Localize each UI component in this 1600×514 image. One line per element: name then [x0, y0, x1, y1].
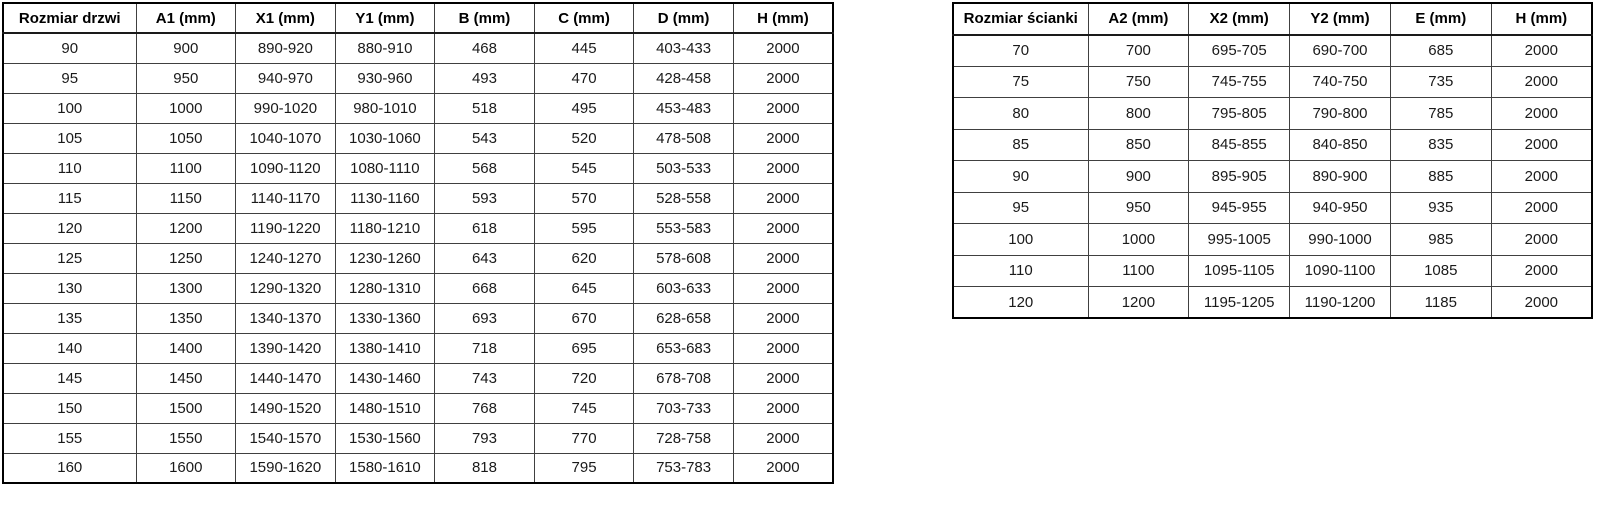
table-row: [3, 243, 833, 273]
table-cell: 1085: [1390, 255, 1491, 287]
table-cell: 1180-1210: [335, 213, 435, 243]
table-cell: 1040-1070: [236, 123, 336, 153]
table-cell: 1600: [136, 453, 236, 483]
table-cell: 1000: [136, 93, 236, 123]
table-cell: 850: [1088, 129, 1189, 161]
table-cell: 795: [534, 453, 634, 483]
table-cell: 578-608: [634, 243, 734, 273]
table-cell: 1090-1120: [236, 153, 336, 183]
table-cell: 1140-1170: [236, 183, 336, 213]
table-row: [3, 423, 833, 453]
table-cell: 90: [3, 33, 136, 63]
table-cell: 2000: [733, 123, 833, 153]
table-cell: 110: [3, 153, 136, 183]
table-row: [3, 213, 833, 243]
table-cell: 1290-1320: [236, 273, 336, 303]
column-header: E (mm): [1390, 3, 1491, 35]
table-cell: 115: [3, 183, 136, 213]
table-cell: 735: [1390, 66, 1491, 98]
table-cell: 135: [3, 303, 136, 333]
table-cell: 593: [435, 183, 535, 213]
table-row: [3, 63, 833, 93]
table-cell: 1200: [136, 213, 236, 243]
table-cell: 140: [3, 333, 136, 363]
table-row: [3, 453, 833, 483]
table-cell: 990-1000: [1290, 224, 1391, 256]
table-cell: 1000: [1088, 224, 1189, 256]
table-cell: 950: [1088, 192, 1189, 224]
table-cell: 2000: [1491, 98, 1592, 130]
table-cell: 690-700: [1290, 35, 1391, 67]
table-cell: 1250: [136, 243, 236, 273]
table-cell: 718: [435, 333, 535, 363]
table-cell: 545: [534, 153, 634, 183]
table-cell: 770: [534, 423, 634, 453]
table-cell: 693: [435, 303, 535, 333]
table-cell: 2000: [1491, 287, 1592, 319]
table-cell: 2000: [733, 93, 833, 123]
table-cell: 2000: [733, 183, 833, 213]
table-cell: 453-483: [634, 93, 734, 123]
table-cell: 1100: [1088, 255, 1189, 287]
table-cell: 80: [953, 98, 1088, 130]
column-header: C (mm): [534, 3, 634, 33]
table-cell: 645: [534, 273, 634, 303]
table-cell: 105: [3, 123, 136, 153]
table-cell: 1500: [136, 393, 236, 423]
table-row: [3, 123, 833, 153]
table-cell: 2000: [733, 393, 833, 423]
table-cell: 155: [3, 423, 136, 453]
table-cell: 75: [953, 66, 1088, 98]
table-cell: 2000: [733, 213, 833, 243]
table-cell: 1230-1260: [335, 243, 435, 273]
table-cell: 1300: [136, 273, 236, 303]
table-cell: 445: [534, 33, 634, 63]
table-cell: 2000: [733, 363, 833, 393]
table-cell: 1150: [136, 183, 236, 213]
column-header: X2 (mm): [1189, 3, 1290, 35]
table-cell: 2000: [733, 273, 833, 303]
table-row: [3, 153, 833, 183]
table-cell: 670: [534, 303, 634, 333]
table-cell: 100: [3, 93, 136, 123]
table-cell: 1185: [1390, 287, 1491, 319]
table-cell: 728-758: [634, 423, 734, 453]
table-cell: 150: [3, 393, 136, 423]
table-cell: 1130-1160: [335, 183, 435, 213]
table-cell: 603-633: [634, 273, 734, 303]
table-cell: 2000: [733, 423, 833, 453]
column-header: Y1 (mm): [335, 3, 435, 33]
door-sizes-table: [2, 2, 834, 484]
table-row: [953, 98, 1592, 130]
table-cell: 2000: [733, 333, 833, 363]
table-cell: 900: [136, 33, 236, 63]
table-cell: 745: [534, 393, 634, 423]
table-cell: 90: [953, 161, 1088, 193]
table-cell: 1550: [136, 423, 236, 453]
table-cell: 700: [1088, 35, 1189, 67]
table-cell: 703-733: [634, 393, 734, 423]
table-cell: 130: [3, 273, 136, 303]
table-cell: 795-805: [1189, 98, 1290, 130]
table-cell: 2000: [1491, 129, 1592, 161]
table-cell: 1030-1060: [335, 123, 435, 153]
table-cell: 668: [435, 273, 535, 303]
table-cell: 2000: [1491, 192, 1592, 224]
table-row: [3, 363, 833, 393]
column-header: H (mm): [733, 3, 833, 33]
table-cell: 818: [435, 453, 535, 483]
table-cell: 2000: [1491, 224, 1592, 256]
table-cell: 620: [534, 243, 634, 273]
table-row: [953, 129, 1592, 161]
table-cell: 685: [1390, 35, 1491, 67]
wall-panel-sizes-table: [952, 2, 1593, 319]
table-cell: 1190-1200: [1290, 287, 1391, 319]
table-cell: 743: [435, 363, 535, 393]
table-cell: 145: [3, 363, 136, 393]
table-cell: 160: [3, 453, 136, 483]
column-header: Y2 (mm): [1290, 3, 1391, 35]
table-cell: 110: [953, 255, 1088, 287]
table-cell: 800: [1088, 98, 1189, 130]
table-cell: 2000: [733, 303, 833, 333]
table-cell: 120: [953, 287, 1088, 319]
table-row: [953, 255, 1592, 287]
table-row: [953, 35, 1592, 67]
table-cell: 2000: [733, 153, 833, 183]
table-cell: 790-800: [1290, 98, 1391, 130]
table-row: [3, 273, 833, 303]
table-row: [953, 192, 1592, 224]
table-row: [953, 161, 1592, 193]
table-cell: 643: [435, 243, 535, 273]
table-cell: 930-960: [335, 63, 435, 93]
column-header: A2 (mm): [1088, 3, 1189, 35]
table-cell: 2000: [733, 63, 833, 93]
table-cell: 753-783: [634, 453, 734, 483]
table-cell: 890-900: [1290, 161, 1391, 193]
table-cell: 570: [534, 183, 634, 213]
table-cell: 85: [953, 129, 1088, 161]
table-cell: 495: [534, 93, 634, 123]
table-cell: 840-850: [1290, 129, 1391, 161]
table-cell: 2000: [1491, 161, 1592, 193]
header-row: [3, 3, 833, 33]
table-cell: 1100: [136, 153, 236, 183]
table-cell: 990-1020: [236, 93, 336, 123]
table-cell: 950: [136, 63, 236, 93]
table-cell: 1380-1410: [335, 333, 435, 363]
table-cell: 678-708: [634, 363, 734, 393]
table-cell: 995-1005: [1189, 224, 1290, 256]
table-row: [3, 183, 833, 213]
table-cell: 543: [435, 123, 535, 153]
table-cell: 2000: [1491, 255, 1592, 287]
table-cell: 2000: [733, 243, 833, 273]
table-cell: 553-583: [634, 213, 734, 243]
table-cell: 768: [435, 393, 535, 423]
table-row: [953, 66, 1592, 98]
table-cell: 880-910: [335, 33, 435, 63]
table-cell: 95: [953, 192, 1088, 224]
table-cell: 1440-1470: [236, 363, 336, 393]
table-cell: 1095-1105: [1189, 255, 1290, 287]
table-cell: 1195-1205: [1189, 287, 1290, 319]
table-cell: 595: [534, 213, 634, 243]
table-cell: 1390-1420: [236, 333, 336, 363]
column-header: Rozmiar drzwi: [3, 3, 136, 33]
table-cell: 885: [1390, 161, 1491, 193]
table-cell: 1490-1520: [236, 393, 336, 423]
table-cell: 2000: [733, 453, 833, 483]
table-cell: 900: [1088, 161, 1189, 193]
table-cell: 503-533: [634, 153, 734, 183]
table-cell: 945-955: [1189, 192, 1290, 224]
table-row: [3, 33, 833, 63]
table-cell: 1280-1310: [335, 273, 435, 303]
table-cell: 518: [435, 93, 535, 123]
table-cell: 695-705: [1189, 35, 1290, 67]
table-cell: 835: [1390, 129, 1491, 161]
table-cell: 470: [534, 63, 634, 93]
table-cell: 895-905: [1189, 161, 1290, 193]
table-cell: 125: [3, 243, 136, 273]
table-cell: 785: [1390, 98, 1491, 130]
table-cell: 745-755: [1189, 66, 1290, 98]
table-cell: 1590-1620: [236, 453, 336, 483]
table-cell: 1240-1270: [236, 243, 336, 273]
table-row: [953, 224, 1592, 256]
table-row: [3, 393, 833, 423]
table-cell: 750: [1088, 66, 1189, 98]
table-row: [953, 287, 1592, 319]
table-cell: 1090-1100: [1290, 255, 1391, 287]
table-cell: 428-458: [634, 63, 734, 93]
table-cell: 845-855: [1189, 129, 1290, 161]
table-cell: 1530-1560: [335, 423, 435, 453]
table-cell: 1190-1220: [236, 213, 336, 243]
table-row: [3, 93, 833, 123]
header-row: [953, 3, 1592, 35]
table-cell: 70: [953, 35, 1088, 67]
table-cell: 1080-1110: [335, 153, 435, 183]
table-cell: 1200: [1088, 287, 1189, 319]
table-cell: 100: [953, 224, 1088, 256]
table-cell: 1050: [136, 123, 236, 153]
table-cell: 1580-1610: [335, 453, 435, 483]
table-cell: 2000: [1491, 66, 1592, 98]
column-header: Rozmiar ścianki: [953, 3, 1088, 35]
table-cell: 2000: [1491, 35, 1592, 67]
table-cell: 1540-1570: [236, 423, 336, 453]
table-cell: 520: [534, 123, 634, 153]
table-cell: 1400: [136, 333, 236, 363]
table-cell: 95: [3, 63, 136, 93]
column-header: X1 (mm): [236, 3, 336, 33]
table-cell: 793: [435, 423, 535, 453]
table-cell: 980-1010: [335, 93, 435, 123]
table-cell: 985: [1390, 224, 1491, 256]
table-cell: 1350: [136, 303, 236, 333]
table-cell: 478-508: [634, 123, 734, 153]
table-cell: 493: [435, 63, 535, 93]
table-cell: 468: [435, 33, 535, 63]
column-header: B (mm): [435, 3, 535, 33]
table-cell: 1450: [136, 363, 236, 393]
table-cell: 940-950: [1290, 192, 1391, 224]
table-cell: 935: [1390, 192, 1491, 224]
column-header: H (mm): [1491, 3, 1592, 35]
table-cell: 120: [3, 213, 136, 243]
table-cell: 720: [534, 363, 634, 393]
column-header: D (mm): [634, 3, 734, 33]
table-row: [3, 303, 833, 333]
table-cell: 528-558: [634, 183, 734, 213]
table-cell: 1330-1360: [335, 303, 435, 333]
table-cell: 1480-1510: [335, 393, 435, 423]
table-cell: 695: [534, 333, 634, 363]
table-cell: 940-970: [236, 63, 336, 93]
table-cell: 628-658: [634, 303, 734, 333]
table-cell: 403-433: [634, 33, 734, 63]
table-row: [3, 333, 833, 363]
table-cell: 568: [435, 153, 535, 183]
table-cell: 740-750: [1290, 66, 1391, 98]
table-cell: 2000: [733, 33, 833, 63]
table-cell: 1430-1460: [335, 363, 435, 393]
column-header: A1 (mm): [136, 3, 236, 33]
table-cell: 890-920: [236, 33, 336, 63]
table-cell: 653-683: [634, 333, 734, 363]
table-cell: 1340-1370: [236, 303, 336, 333]
table-cell: 618: [435, 213, 535, 243]
